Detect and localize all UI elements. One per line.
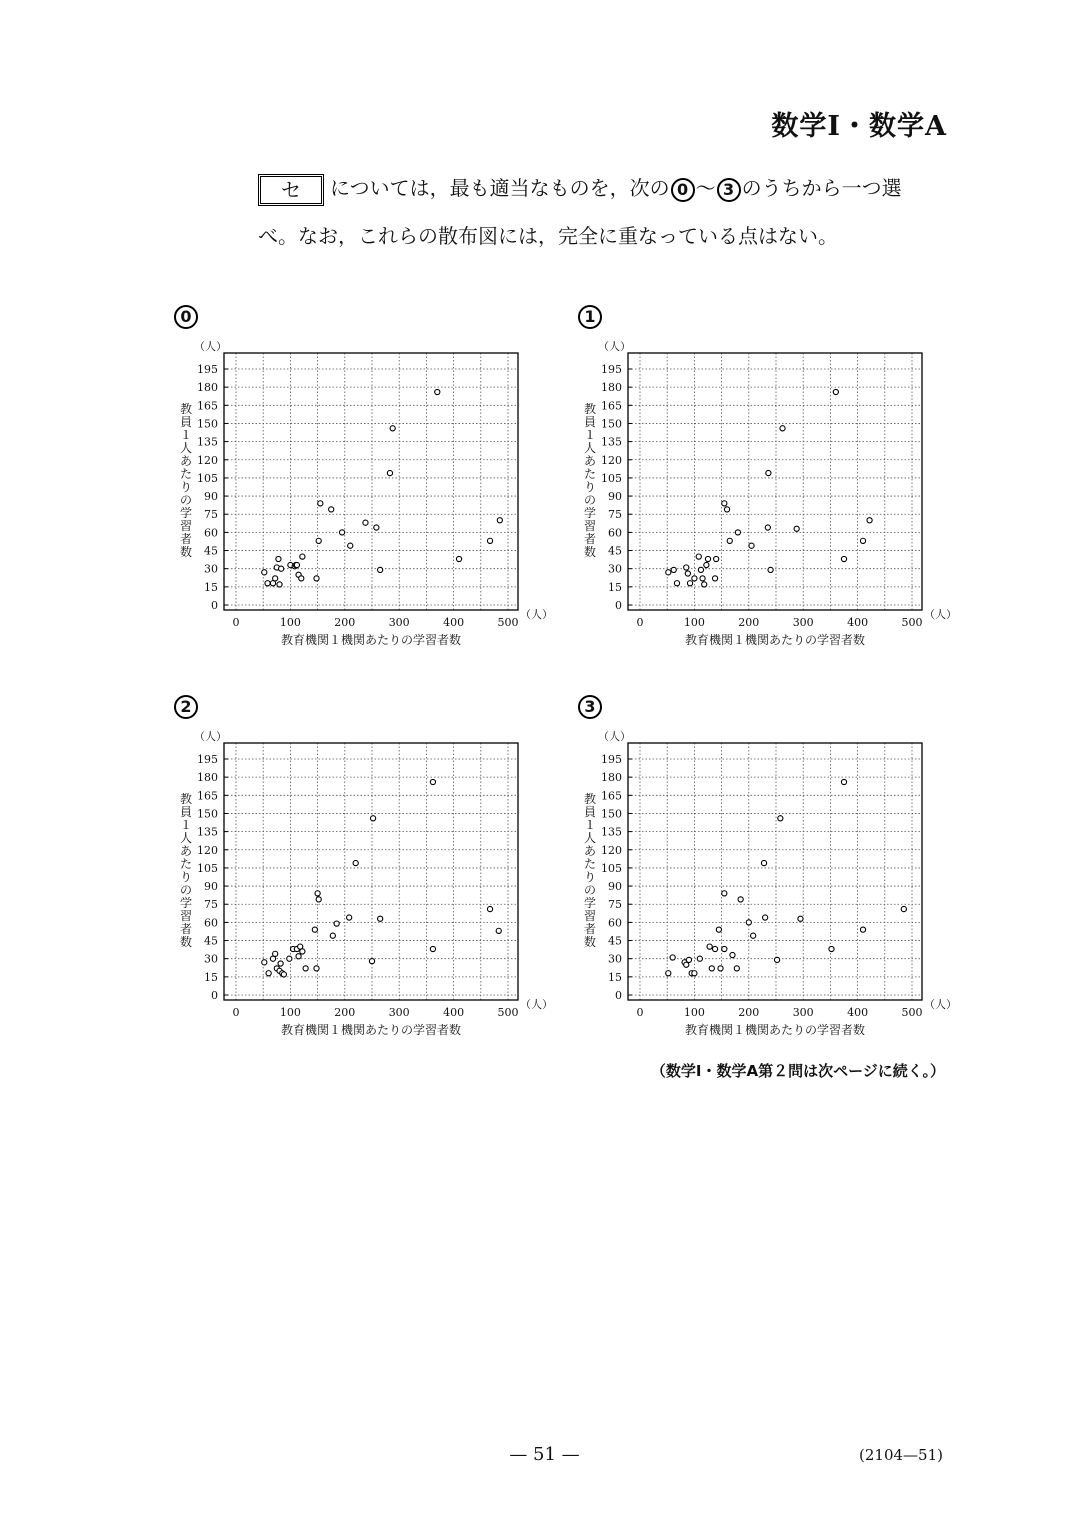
x-tick-label: 500 <box>497 616 519 629</box>
data-point <box>370 816 375 821</box>
data-point <box>702 582 707 587</box>
x-unit-label: （人） <box>924 608 957 621</box>
option-label-2: 2 <box>174 695 198 719</box>
y-tick-label: 195 <box>197 753 218 766</box>
y-tick-label: 60 <box>204 526 218 540</box>
y-tick-label: 180 <box>601 381 622 395</box>
x-tick-label: 200 <box>334 1006 356 1019</box>
y-tick-label: 180 <box>601 771 622 785</box>
y-tick-label: 150 <box>601 807 622 821</box>
y-tick-label: 0 <box>211 599 218 612</box>
data-point <box>273 951 278 956</box>
y-tick-label: 195 <box>601 753 622 766</box>
y-tick-label: 30 <box>608 562 622 576</box>
data-point <box>751 933 756 938</box>
y-tick-label: 120 <box>197 843 218 857</box>
data-point <box>687 581 692 586</box>
x-tick-label: 500 <box>497 1006 519 1019</box>
data-point <box>329 507 334 512</box>
data-point <box>266 971 271 976</box>
y-tick-label: 135 <box>601 825 622 839</box>
y-tick-label: 15 <box>204 580 218 594</box>
scatter-chart-1 <box>574 338 964 660</box>
y-tick-label: 90 <box>608 880 622 894</box>
data-point <box>666 971 671 976</box>
y-tick-label: 45 <box>608 934 622 948</box>
data-point <box>829 946 834 951</box>
x-tick-label: 300 <box>792 1006 814 1019</box>
y-tick-label: 30 <box>204 562 218 576</box>
data-point <box>704 562 709 567</box>
x-tick-label: 200 <box>738 616 760 629</box>
data-point <box>730 952 735 957</box>
data-point <box>294 562 299 567</box>
data-point <box>374 525 379 530</box>
y-unit-label: （人） <box>194 340 227 353</box>
data-point <box>671 567 676 572</box>
y-tick-label: 30 <box>204 952 218 966</box>
x-tick-label: 500 <box>901 1006 923 1019</box>
y-tick-label: 150 <box>197 807 218 821</box>
data-point <box>435 389 440 394</box>
x-tick-label: 400 <box>847 1006 869 1019</box>
data-point <box>685 571 690 576</box>
y-unit-label: （人） <box>598 730 631 743</box>
data-point <box>841 556 846 561</box>
x-tick-label: 400 <box>443 616 465 629</box>
data-point <box>378 916 383 921</box>
data-point <box>698 567 703 572</box>
data-point <box>262 570 267 575</box>
data-point <box>369 959 374 964</box>
data-point <box>363 520 368 525</box>
data-point <box>707 944 712 949</box>
x-tick-label: 400 <box>443 1006 465 1019</box>
x-tick-label: 100 <box>683 616 705 629</box>
y-tick-label: 90 <box>204 490 218 504</box>
data-point <box>347 915 352 920</box>
data-point <box>684 565 689 570</box>
data-point <box>390 426 395 431</box>
data-point <box>316 538 321 543</box>
question-text: については，最も適当なものを，次の <box>330 176 670 200</box>
data-point <box>265 581 270 586</box>
option-start-number: 0 <box>671 178 695 202</box>
x-tick-label: 400 <box>847 616 869 629</box>
data-point <box>746 920 751 925</box>
scatter-chart-0 <box>170 338 560 660</box>
data-point <box>353 860 358 865</box>
data-point <box>727 538 732 543</box>
x-tick-label: 0 <box>636 1006 644 1019</box>
x-tick-label: 0 <box>636 616 644 629</box>
data-point <box>314 576 319 581</box>
data-point <box>734 966 739 971</box>
data-point <box>273 576 278 581</box>
data-point <box>714 556 719 561</box>
data-point <box>724 507 729 512</box>
option-label-0: 0 <box>174 305 198 329</box>
data-point <box>697 956 702 961</box>
data-point <box>798 916 803 921</box>
data-point <box>716 927 721 932</box>
data-point <box>860 927 865 932</box>
data-point <box>299 576 304 581</box>
data-point <box>778 816 783 821</box>
continuation-note: （数学Ⅰ・数学A第２問は次ページに続く。） <box>650 1062 945 1080</box>
y-tick-label: 135 <box>197 435 218 449</box>
data-point <box>348 543 353 548</box>
y-tick-label: 165 <box>197 789 218 803</box>
data-point <box>315 891 320 896</box>
data-point <box>867 518 872 523</box>
data-point <box>712 946 717 951</box>
y-tick-label: 75 <box>608 508 622 522</box>
y-tick-label: 195 <box>197 363 218 376</box>
data-point <box>761 860 766 865</box>
x-axis-label: 教育機関１機関あたりの学習者数 <box>280 1023 462 1037</box>
data-point <box>312 927 317 932</box>
scatter-chart-2 <box>170 728 560 1050</box>
option-label-3: 3 <box>578 695 602 719</box>
y-tick-label: 165 <box>197 399 218 413</box>
x-tick-label: 200 <box>334 616 356 629</box>
page-code: (2104—51) <box>859 1446 943 1464</box>
data-point <box>765 525 770 530</box>
page-title: 数学Ⅰ・数学A <box>771 111 947 142</box>
data-point <box>766 470 771 475</box>
data-point <box>496 928 501 933</box>
data-point <box>722 891 727 896</box>
page-number: — 51 — <box>509 1444 580 1465</box>
data-point <box>456 556 461 561</box>
data-point <box>314 966 319 971</box>
y-tick-label: 195 <box>601 363 622 376</box>
plot-frame <box>224 353 518 610</box>
y-tick-label: 45 <box>204 544 218 558</box>
x-tick-label: 100 <box>279 1006 301 1019</box>
data-point <box>281 972 286 977</box>
data-point <box>696 554 701 559</box>
data-point <box>674 581 679 586</box>
x-tick-label: 0 <box>232 1006 240 1019</box>
y-tick-label: 15 <box>608 580 622 594</box>
y-tick-label: 165 <box>601 789 622 803</box>
data-point <box>860 538 865 543</box>
data-point <box>296 954 301 959</box>
x-tick-label: 500 <box>901 616 923 629</box>
y-tick-label: 105 <box>197 861 218 875</box>
data-point <box>430 946 435 951</box>
data-point <box>287 956 292 961</box>
data-point <box>692 576 697 581</box>
data-point <box>670 955 675 960</box>
data-point <box>318 501 323 506</box>
x-tick-label: 100 <box>683 1006 705 1019</box>
data-point <box>735 530 740 535</box>
data-point <box>339 530 344 535</box>
data-point <box>700 576 705 581</box>
x-tick-label: 300 <box>388 616 410 629</box>
x-unit-label: （人） <box>520 608 553 621</box>
data-point <box>684 962 689 967</box>
y-axis-label: 教員１人あたりの学習者数 <box>583 402 597 559</box>
data-point <box>705 556 710 561</box>
data-point <box>430 779 435 784</box>
y-tick-label: 60 <box>204 916 218 930</box>
data-point <box>901 906 906 911</box>
y-tick-label: 0 <box>615 989 622 1002</box>
data-point <box>738 897 743 902</box>
data-point <box>780 426 785 431</box>
data-point <box>749 543 754 548</box>
data-point <box>330 933 335 938</box>
data-point <box>722 946 727 951</box>
y-axis-label: 教員１人あたりの学習者数 <box>583 792 597 949</box>
data-point <box>768 567 773 572</box>
data-point <box>722 501 727 506</box>
option-end-number: 3 <box>717 178 741 202</box>
x-axis-label: 教育機関１機関あたりの学習者数 <box>684 1023 866 1037</box>
data-point <box>300 554 305 559</box>
data-point <box>487 538 492 543</box>
y-tick-label: 120 <box>601 453 622 467</box>
y-tick-label: 0 <box>211 989 218 1002</box>
data-point <box>712 576 717 581</box>
data-point <box>300 949 305 954</box>
x-tick-label: 300 <box>792 616 814 629</box>
data-point <box>666 570 671 575</box>
data-point <box>718 966 723 971</box>
data-point <box>833 389 838 394</box>
data-point <box>774 957 779 962</box>
data-point <box>794 526 799 531</box>
y-tick-label: 45 <box>204 934 218 948</box>
y-tick-label: 45 <box>608 544 622 558</box>
x-tick-label: 300 <box>388 1006 410 1019</box>
y-tick-label: 180 <box>197 771 218 785</box>
y-tick-label: 150 <box>601 417 622 431</box>
data-point <box>709 966 714 971</box>
tilde: ～ <box>695 176 716 200</box>
question-text-end: のうちから一つ選 <box>741 176 902 200</box>
x-tick-label: 100 <box>279 616 301 629</box>
x-tick-label: 0 <box>232 616 240 629</box>
y-tick-label: 165 <box>601 399 622 413</box>
x-unit-label: （人） <box>924 998 957 1011</box>
data-point <box>692 971 697 976</box>
y-axis-label: 教員１人あたりの学習者数 <box>179 792 193 949</box>
y-tick-label: 120 <box>601 843 622 857</box>
data-point <box>276 556 281 561</box>
y-tick-label: 120 <box>197 453 218 467</box>
data-point <box>278 961 283 966</box>
answer-box[interactable]: セ <box>258 174 324 206</box>
y-tick-label: 105 <box>197 471 218 485</box>
data-point <box>387 470 392 475</box>
data-point <box>686 957 691 962</box>
y-tick-label: 135 <box>601 435 622 449</box>
y-tick-label: 75 <box>204 508 218 522</box>
y-tick-label: 150 <box>197 417 218 431</box>
y-tick-label: 0 <box>615 599 622 612</box>
y-tick-label: 90 <box>204 880 218 894</box>
y-tick-label: 15 <box>204 970 218 984</box>
x-axis-label: 教育機関１機関あたりの学習者数 <box>684 633 866 647</box>
y-tick-label: 60 <box>608 916 622 930</box>
data-point <box>487 906 492 911</box>
y-axis-label: 教員１人あたりの学習者数 <box>179 402 193 559</box>
data-point <box>497 518 502 523</box>
y-tick-label: 60 <box>608 526 622 540</box>
y-tick-label: 135 <box>197 825 218 839</box>
y-tick-label: 75 <box>204 898 218 912</box>
data-point <box>316 897 321 902</box>
x-axis-label: 教育機関１機関あたりの学習者数 <box>280 633 462 647</box>
data-point <box>262 960 267 965</box>
scatter-chart-3 <box>574 728 964 1050</box>
y-unit-label: （人） <box>194 730 227 743</box>
question-line-2: べ。なお，これらの散布図には，完全に重なっている点はない。 <box>258 224 838 248</box>
y-tick-label: 180 <box>197 381 218 395</box>
y-tick-label: 105 <box>601 471 622 485</box>
y-tick-label: 30 <box>608 952 622 966</box>
data-point <box>279 566 284 571</box>
y-tick-label: 105 <box>601 861 622 875</box>
y-tick-label: 75 <box>608 898 622 912</box>
y-tick-label: 15 <box>608 970 622 984</box>
x-unit-label: （人） <box>520 998 553 1011</box>
data-point <box>378 567 383 572</box>
data-point <box>334 921 339 926</box>
question-line-1 <box>258 172 902 206</box>
data-point <box>277 582 282 587</box>
data-point <box>763 915 768 920</box>
y-unit-label: （人） <box>598 340 631 353</box>
data-point <box>303 966 308 971</box>
y-tick-label: 90 <box>608 490 622 504</box>
option-label-1: 1 <box>578 305 602 329</box>
data-point <box>841 779 846 784</box>
x-tick-label: 200 <box>738 1006 760 1019</box>
